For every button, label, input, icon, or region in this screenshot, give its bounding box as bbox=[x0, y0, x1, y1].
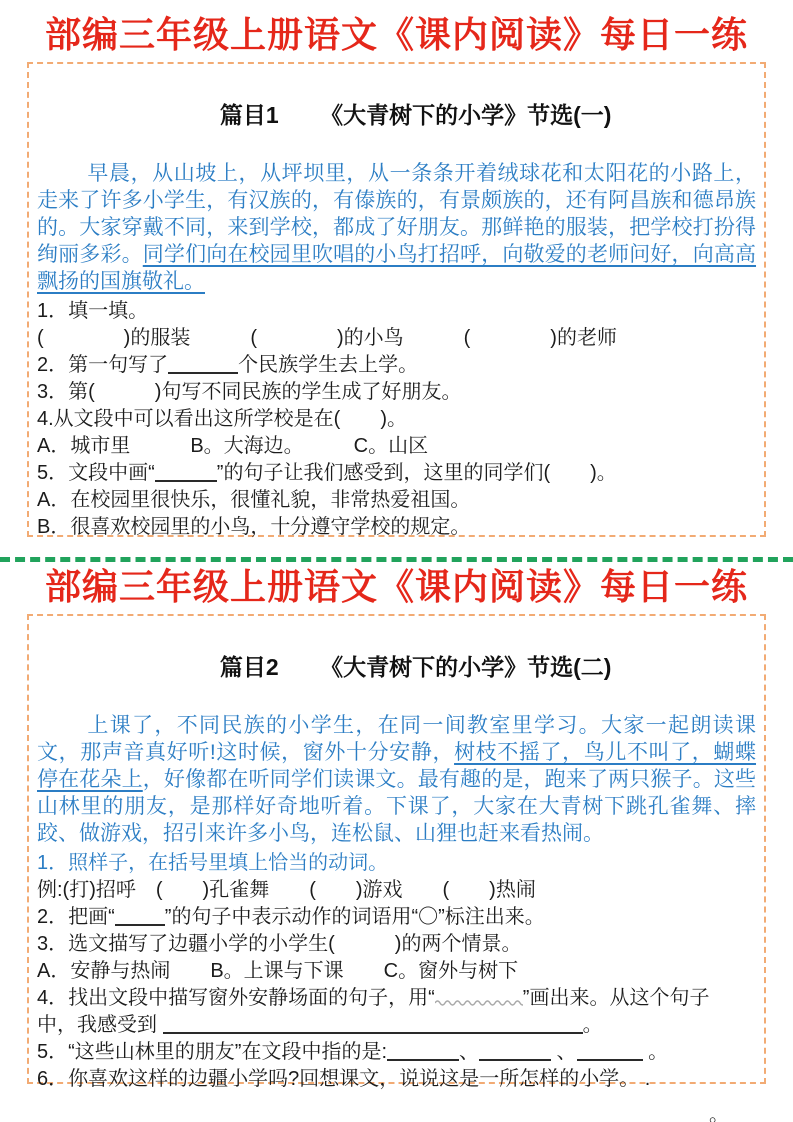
question-line bbox=[37, 514, 756, 541]
text-segment: ”画出来。从这个句子 bbox=[522, 987, 710, 1009]
question-line bbox=[37, 904, 756, 931]
text-segment: 4.从文段中可以看出这所学校是在( )。 bbox=[37, 408, 407, 430]
blank-underline bbox=[387, 1042, 459, 1061]
question-line bbox=[37, 433, 756, 460]
question-line bbox=[37, 487, 756, 514]
question-line bbox=[37, 325, 756, 352]
blank-underline bbox=[155, 463, 217, 482]
wavy-underline bbox=[435, 989, 523, 1001]
text-segment: 早晨，从山坡上，从坪坝里，从一条条开着绒球花和太阳花的小路上，走来了许多小学生，有汉族的，有傣族的，有景颇族的，还有阿昌族和德昂族的。大家穿戴不同，来到学校，都成了好朋友。那鲜艳的服装，把学校打扮得绚丽多彩。 bbox=[37, 162, 756, 266]
underlined-text: 树枝不摇了，鸟儿不叫了，蝴蝶停在花朵上 bbox=[37, 741, 757, 791]
blank-underline bbox=[168, 355, 238, 374]
text-segment: A．安静与热闹 B。上课与下课 C。窗外与树下 bbox=[37, 960, 519, 982]
question-line bbox=[37, 877, 756, 904]
section-1-questions bbox=[37, 298, 756, 541]
worksheet-section-2 bbox=[27, 614, 766, 1122]
blank-underline bbox=[577, 1042, 643, 1061]
text-segment: 。 bbox=[709, 1104, 729, 1122]
text-segment: ”的句子让我们感受到，这里的同学们( )。 bbox=[216, 462, 617, 484]
question-line bbox=[37, 379, 756, 406]
section-2-heading bbox=[37, 622, 756, 712]
blank-underline bbox=[115, 907, 165, 926]
underlined-text: 同学们向在校园里吹唱的小鸟打招呼，向敬爱的老师问好，向高高飘扬的国旗敬礼。 bbox=[37, 243, 757, 293]
question-line bbox=[37, 1066, 756, 1093]
text-segment: B．很喜欢校园里的小鸟，十分遵守学校的规定。 bbox=[37, 516, 471, 538]
blank-underline bbox=[37, 1105, 709, 1122]
text-segment: ”的句子中表示动作的词语用“〇”标注出来。 bbox=[164, 906, 545, 928]
section-2-title: 《大青树下的小学》节选(二) bbox=[320, 654, 612, 680]
question-line bbox=[37, 1039, 756, 1066]
text-segment: 3．选文描写了边疆小学的小学生( )的两个情景。 bbox=[37, 933, 522, 955]
question-line bbox=[37, 298, 756, 325]
text-segment: 。 bbox=[582, 1014, 603, 1036]
text-segment: 、 bbox=[459, 1041, 479, 1063]
question-line bbox=[37, 460, 756, 487]
section-1-heading bbox=[37, 70, 756, 160]
page-title: 部编三年级上册语文《课内阅读》每日一练 bbox=[44, 15, 748, 55]
text-segment: 2．把画“ bbox=[37, 906, 115, 928]
text-segment: ，好像都在听同学们读课文。最有趣的是，跑来了两只猴子。这些山林里的朋友，是那样好奇地听着。下课了，大家在大青树下跳孔雀舞、摔跤、做游戏，招引来许多小鸟，连松鼠、山狸也赶来看热闹。 bbox=[37, 768, 757, 845]
text-segment: ( )的服装 ( )的小鸟 ( )的老师 bbox=[37, 327, 617, 349]
text-segment: 中，我感受到 bbox=[37, 1014, 163, 1036]
question-line bbox=[37, 1102, 756, 1122]
text-segment: 3．第( )句写不同民族的学生成了好朋友。 bbox=[37, 381, 462, 403]
worksheet-section-1 bbox=[27, 62, 766, 537]
question-line bbox=[37, 352, 756, 379]
section-1-title: 《大青树下的小学》节选(一) bbox=[320, 102, 612, 128]
page-break-divider bbox=[0, 557, 793, 562]
blank-underline bbox=[479, 1042, 551, 1061]
question-line bbox=[37, 1012, 756, 1039]
text-segment: 2．第一句写了 bbox=[37, 354, 169, 376]
question-line bbox=[37, 931, 756, 958]
text-segment: 4．找出文段中描写窗外安静场面的句子，用“ bbox=[37, 987, 435, 1009]
question-line bbox=[37, 985, 756, 1012]
text-segment: 。 bbox=[642, 1041, 669, 1063]
section-1-passage bbox=[37, 160, 756, 295]
section-2-number: 篇目2 bbox=[219, 654, 279, 680]
blue-text-segment: 1．照样子，在括号里填上恰当的动词。 bbox=[37, 852, 389, 874]
question-line bbox=[37, 958, 756, 985]
text-segment: 1．填一填。 bbox=[37, 300, 149, 322]
text-segment: A．城市里 B。大海边。 C。山区 bbox=[37, 435, 429, 457]
text-segment: A．在校园里很快乐，很懂礼貌，非常热爱祖国。 bbox=[37, 489, 471, 511]
text-segment: 、 bbox=[551, 1041, 577, 1063]
question-line bbox=[37, 406, 756, 433]
question-line bbox=[37, 850, 756, 877]
text-segment: 例:(打)招呼 ( )孔雀舞 ( )游戏 ( )热闹 bbox=[37, 879, 536, 901]
text-segment: 6．你喜欢这样的边疆小学吗?回想课文，说说这是一所怎样的小学。 . bbox=[37, 1068, 651, 1090]
section-2-questions bbox=[37, 850, 756, 1122]
text-segment: 5．“这些山林里的朋友”在文段中指的是: bbox=[37, 1041, 387, 1063]
section-2-passage bbox=[37, 712, 756, 847]
text-segment: 5．文段中画“ bbox=[37, 462, 155, 484]
text-segment: 个民族学生去上学。 bbox=[238, 354, 419, 376]
blank-underline bbox=[163, 1015, 583, 1034]
section-1-number: 篇目1 bbox=[219, 102, 279, 128]
page-title-2: 部编三年级上册语文《课内阅读》每日一练 bbox=[44, 567, 748, 607]
text-segment: 上课了，不同民族的小学生，在同一间教室里学习。大家一起朗读课文，那声音真好听!这时候，窗外十分安静， bbox=[37, 714, 756, 764]
